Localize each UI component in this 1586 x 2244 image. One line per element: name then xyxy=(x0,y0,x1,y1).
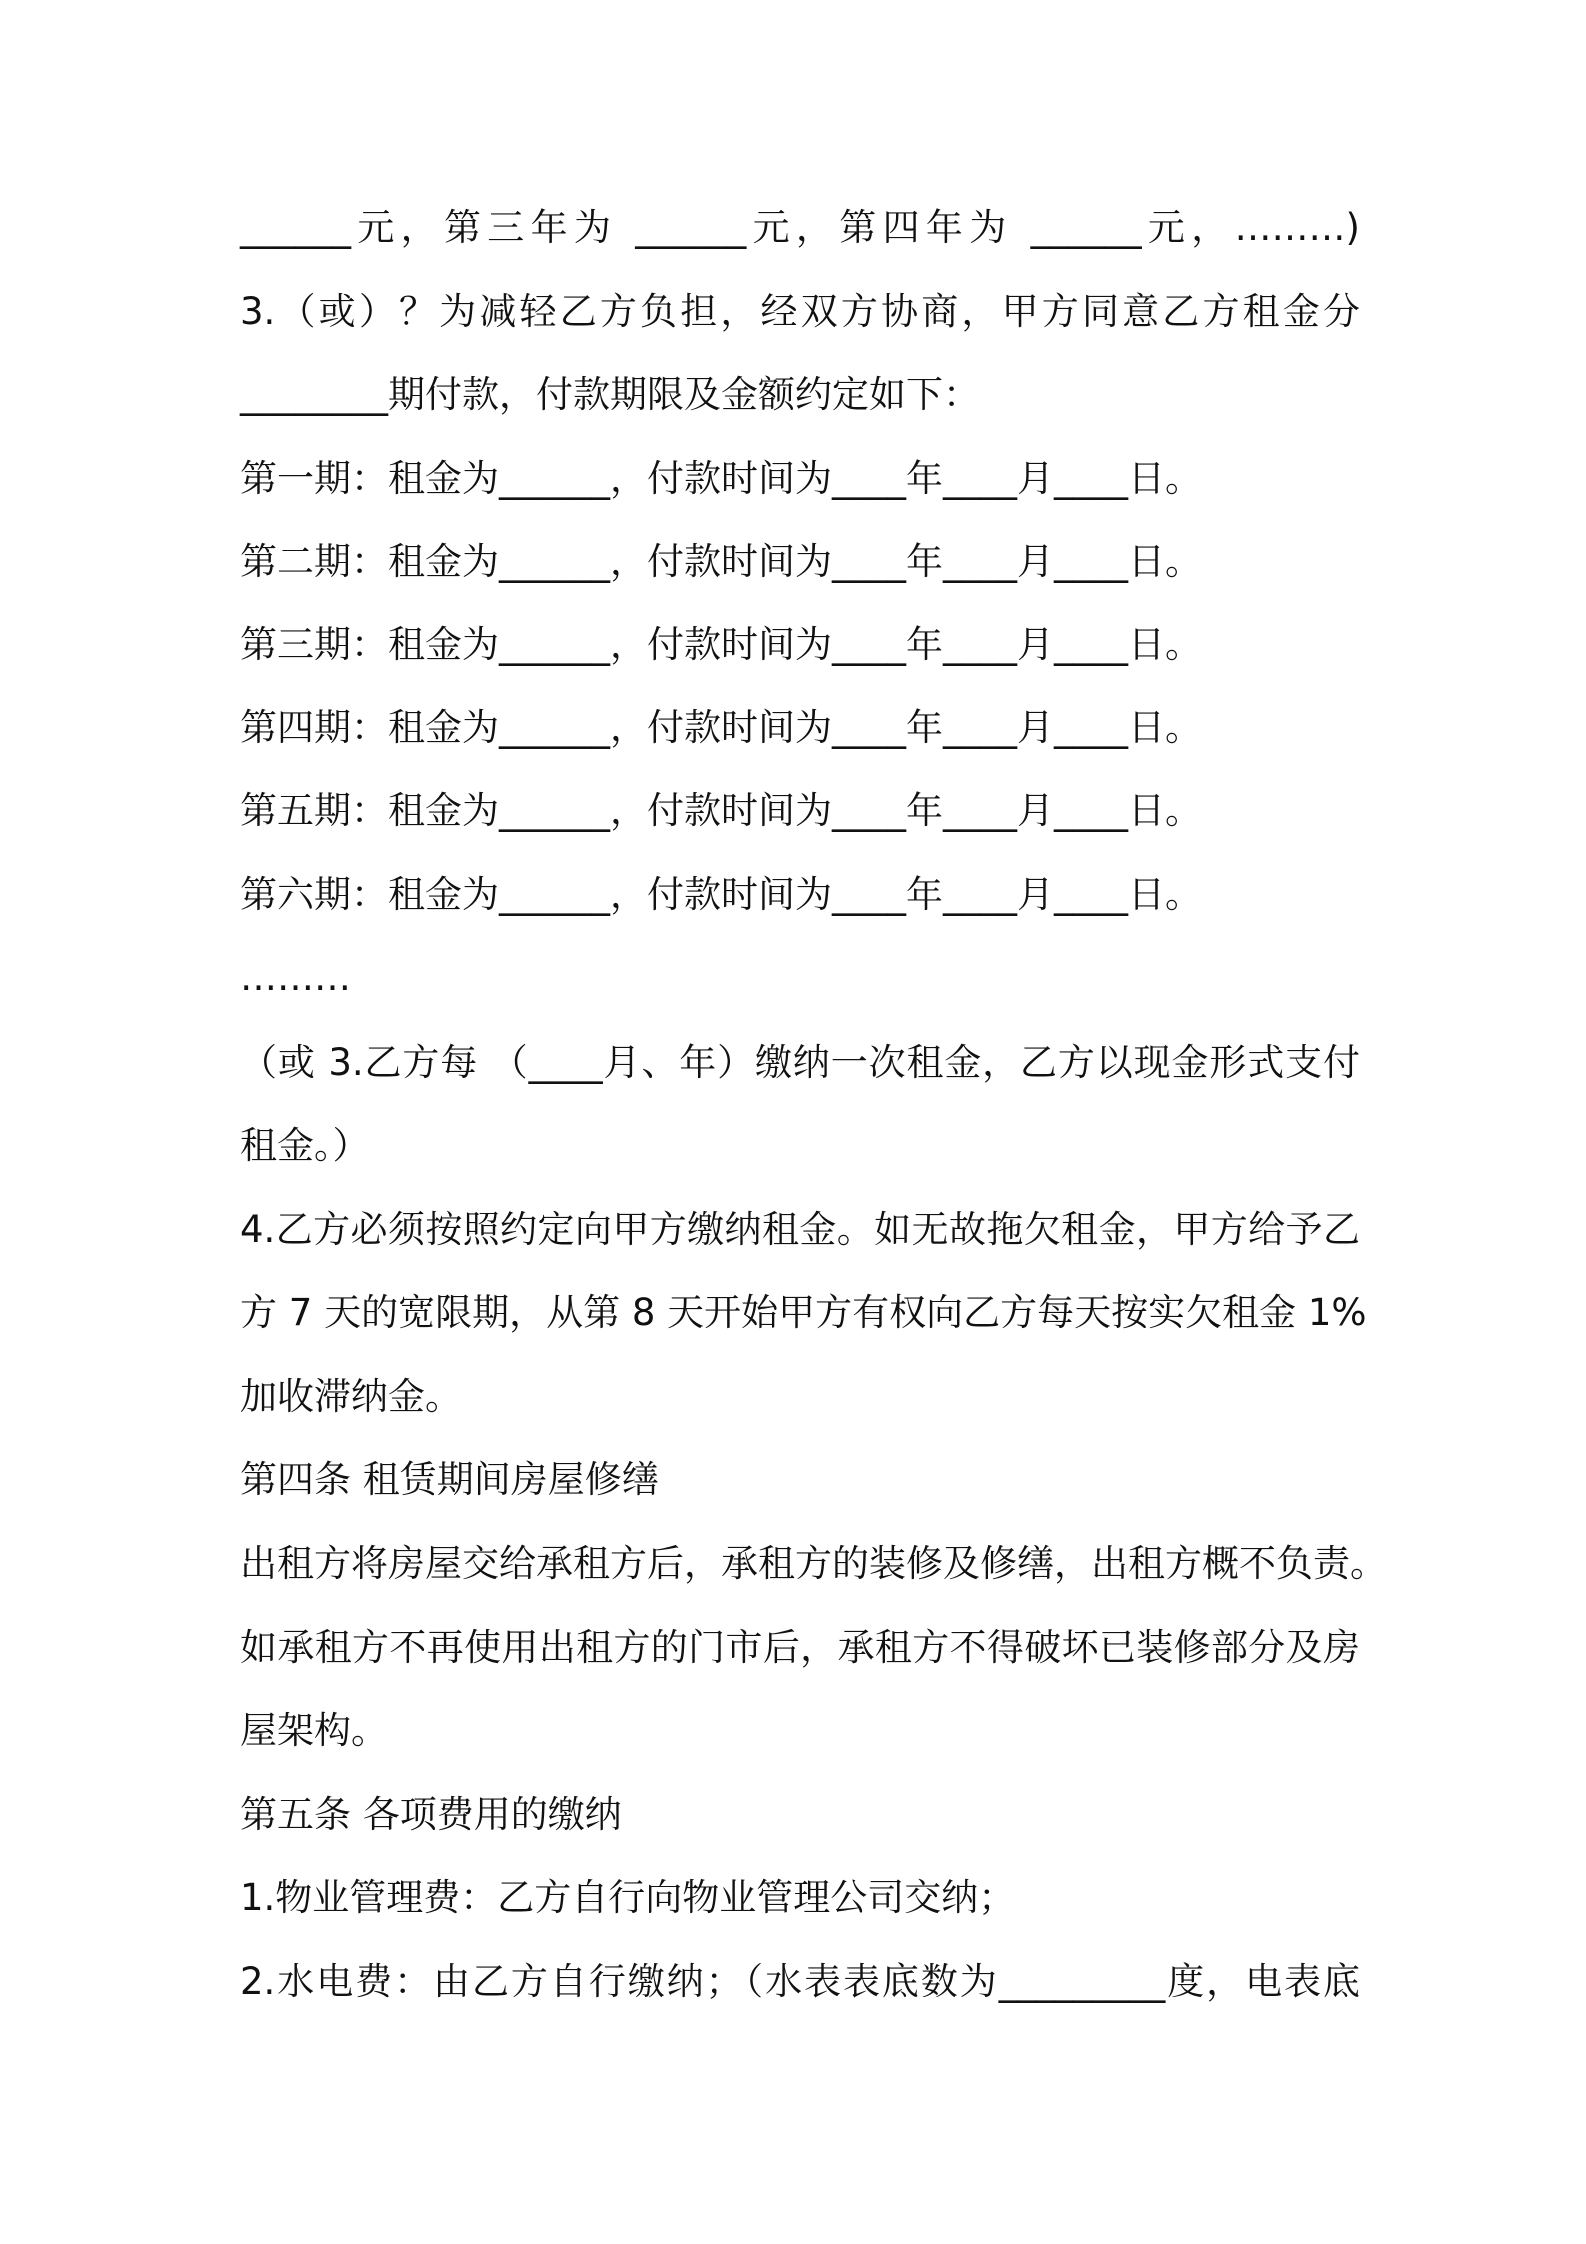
section-heading: 第四条 租赁期间房屋修缮 xyxy=(240,1458,659,1501)
text-line: 屋架构。 xyxy=(240,1709,388,1752)
text-line: 第二期：租金为______，付款时间为____年____月____日。 xyxy=(240,540,1202,583)
text-line: 1.物业管理费：乙方自行向物业管理公司交纳； xyxy=(240,1876,1016,1919)
text-line: 2.水电费：由乙方自行缴纳；（水表表底数为_________度，电表底 xyxy=(240,1960,1360,2003)
text-line: 第五期：租金为______，付款时间为____年____月____日。 xyxy=(240,789,1202,832)
section-heading: 第五条 各项费用的缴纳 xyxy=(240,1793,622,1836)
text-line: 租金。） xyxy=(240,1124,370,1167)
text-line: （或 3.乙方每 （____月、年）缴纳一次租金，乙方以现金形式支付 xyxy=(240,1041,1360,1084)
text-line: ……… xyxy=(240,956,351,999)
text-line: 第三期：租金为______，付款时间为____年____月____日。 xyxy=(240,623,1202,666)
text-line: 第六期：租金为______，付款时间为____年____月____日。 xyxy=(240,873,1202,916)
text-line: 3.（或）？为减轻乙方负担，经双方协商，甲方同意乙方租金分 xyxy=(240,290,1360,333)
text-line: 第一期：租金为______，付款时间为____年____月____日。 xyxy=(240,457,1202,500)
text-line: 方 7 天的宽限期，从第 8 天开始甲方有权向乙方每天按实欠租金 1% xyxy=(240,1291,1367,1334)
text-line: 出租方将房屋交给承租方后，承租方的装修及修缮，出租方概不负责。 xyxy=(240,1542,1387,1585)
text-line: 如承租方不再使用出租方的门市后，承租方不得破坏已装修部分及房 xyxy=(240,1626,1360,1669)
text-line: ______元，第三年为 ______元，第四年为 ______元，………) xyxy=(240,206,1360,249)
text-line: ________期付款，付款期限及金额约定如下： xyxy=(240,373,980,416)
text-line: 加收滞纳金。 xyxy=(240,1375,462,1418)
text-line: 4.乙方必须按照约定向甲方缴纳租金。如无故拖欠租金，甲方给予乙 xyxy=(240,1208,1360,1251)
text-line: 第四期：租金为______，付款时间为____年____月____日。 xyxy=(240,706,1202,749)
